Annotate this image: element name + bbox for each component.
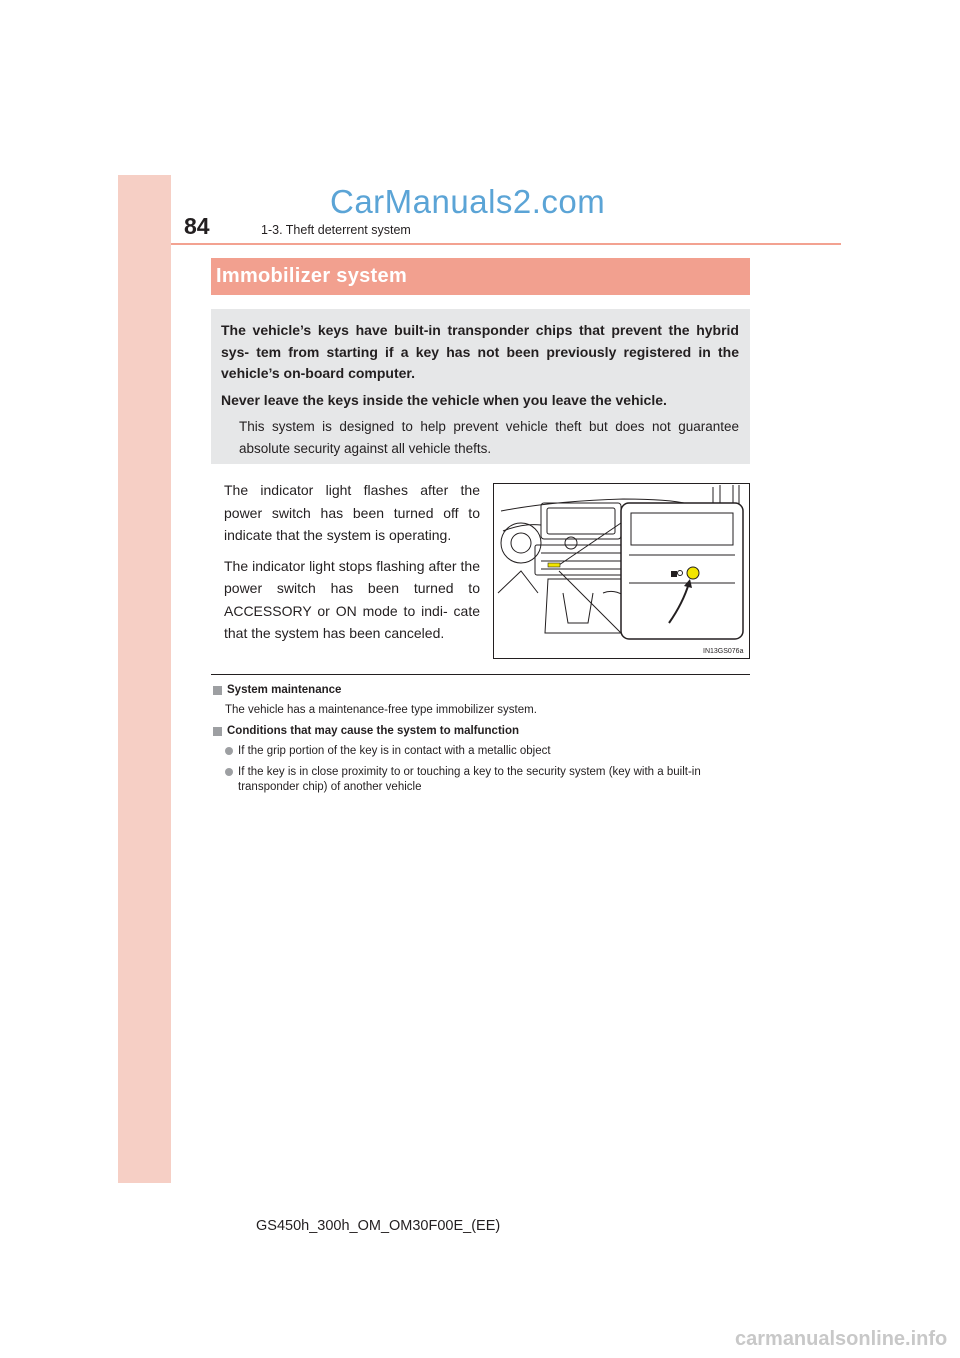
note-bullet bbox=[225, 744, 750, 759]
note-heading-maintenance bbox=[211, 683, 750, 698]
square-bullet-icon bbox=[213, 686, 222, 695]
note-bullet-text: If the key is in close proximity to or touching a key to the security system (key with a built-in transponder chip) of another vehicle bbox=[238, 766, 701, 793]
section-title: 1-3. Theft deterrent system bbox=[261, 223, 411, 237]
intro-paragraph-2: Never leave the keys inside the vehicle when you leave the vehicle. bbox=[221, 391, 667, 408]
intro-note: This system is designed to help prevent vehicle theft but does not guarantee absolute security against all vehicle thefts. bbox=[239, 419, 739, 456]
circle-bullet-icon bbox=[225, 768, 233, 776]
circle-bullet-icon bbox=[225, 747, 233, 755]
dashboard-illustration bbox=[493, 483, 750, 659]
section-divider bbox=[211, 674, 750, 675]
figure-code: IN13GS076a bbox=[703, 648, 744, 655]
body-paragraph-1: The indicator light flashes after the power switch has been turned off to indicate that the system is operating. bbox=[224, 482, 480, 543]
page-heading: Immobilizer system bbox=[216, 265, 408, 287]
body-paragraph-2: The indicator light stops flashing after the power switch has been turned to ACCESSORY or ON mode to indi- cate that the system has been canceled. bbox=[224, 557, 480, 641]
body-text bbox=[224, 479, 480, 653]
square-bullet-icon bbox=[213, 727, 222, 736]
header-rule bbox=[171, 243, 841, 245]
note-heading-text: Conditions that may cause the system to malfunction bbox=[227, 725, 520, 737]
note-heading-malfunction bbox=[211, 724, 750, 739]
chapter-sidebar-band bbox=[118, 175, 171, 1183]
page-number: 84 bbox=[184, 213, 210, 239]
intro-box bbox=[211, 309, 750, 464]
note-heading-text: System maintenance bbox=[227, 684, 342, 696]
watermark-text: CarManuals2.com bbox=[330, 183, 606, 220]
intro-paragraph-1: The vehicle’s keys have built-in transponder chips that prevent the hybrid sys- tem from starting if a key has not been previously registered in the vehicle’s on-board computer. bbox=[221, 322, 739, 381]
note-bullet-text: If the grip portion of the key is in contact with a metallic object bbox=[238, 745, 551, 757]
note-text-maintenance: The vehicle has a maintenance-free type immobilizer system. bbox=[225, 704, 537, 716]
indicator-light bbox=[687, 567, 699, 579]
model-code-footer: GS450h_300h_OM_OM30F00E_(EE) bbox=[256, 1218, 501, 1234]
note-bullet bbox=[225, 765, 750, 795]
notes-section bbox=[211, 683, 750, 801]
site-watermark-footer: carmanualsonline.info bbox=[735, 1328, 948, 1350]
